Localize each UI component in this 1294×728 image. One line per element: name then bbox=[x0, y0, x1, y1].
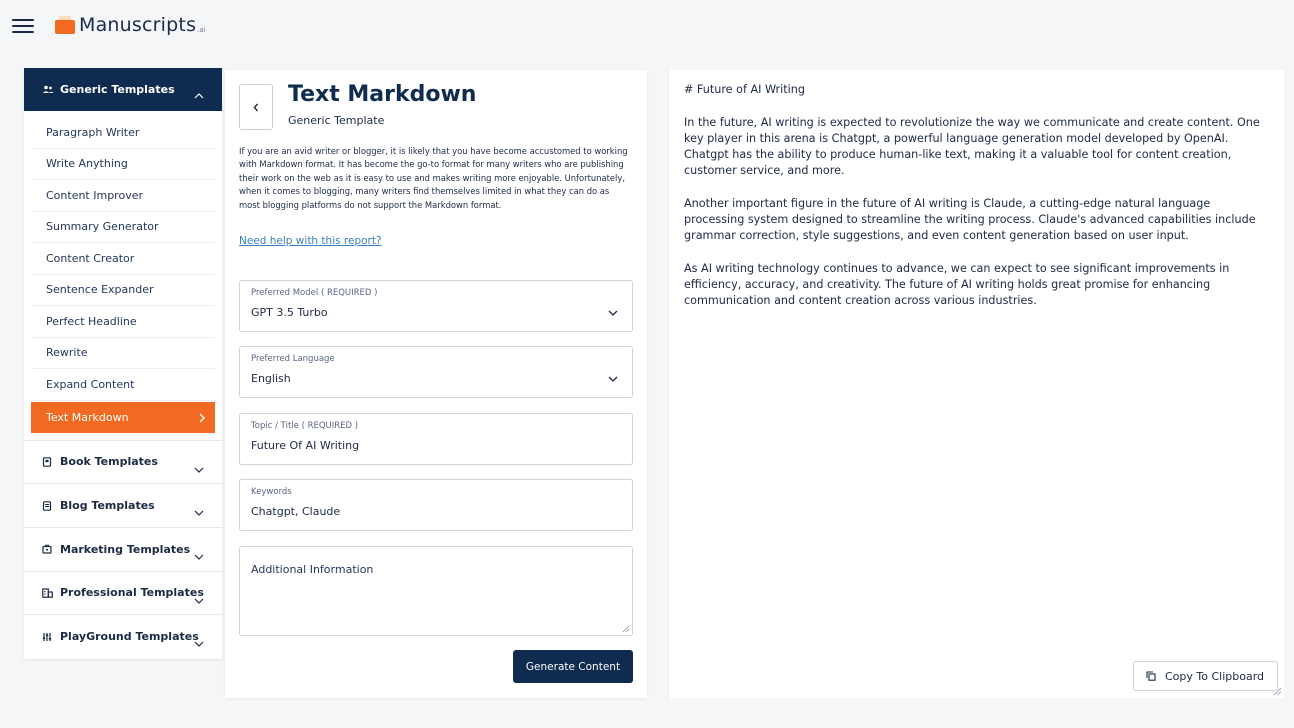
chevron-down-icon bbox=[194, 632, 204, 651]
category-title: Marketing Templates bbox=[60, 542, 191, 556]
category-title: Book Templates bbox=[60, 455, 158, 469]
field-label: Keywords bbox=[251, 487, 292, 497]
category-book-templates[interactable] bbox=[24, 440, 222, 484]
chevron-down-icon bbox=[194, 545, 204, 564]
sidebar-item-label: Perfect Headline bbox=[46, 314, 137, 328]
sidebar-item-label: Expand Content bbox=[46, 377, 135, 391]
field-label: Preferred Language bbox=[251, 354, 335, 364]
sidebar-item-paragraph-writer[interactable] bbox=[31, 117, 215, 149]
page-subtitle: Generic Template bbox=[288, 114, 385, 127]
template-form-panel bbox=[225, 70, 647, 698]
sidebar-item-label: Write Anything bbox=[46, 157, 128, 171]
help-link[interactable]: Need help with this report? bbox=[239, 235, 382, 247]
field-value: English bbox=[251, 372, 291, 385]
copy-icon bbox=[1146, 671, 1156, 681]
sidebar-item-label: Text Markdown bbox=[46, 410, 129, 424]
sidebar-item-perfect-headline[interactable] bbox=[31, 306, 215, 338]
top-bar bbox=[0, 0, 1294, 52]
template-list bbox=[24, 111, 222, 433]
sidebar bbox=[24, 68, 222, 659]
chevron-up-icon bbox=[194, 84, 204, 103]
category-title: Professional Templates bbox=[60, 586, 204, 600]
sidebar-item-text-markdown[interactable] bbox=[31, 402, 215, 433]
category-generic-templates[interactable] bbox=[24, 68, 222, 111]
field-value: Future Of AI Writing bbox=[251, 439, 360, 452]
category-playground-templates[interactable] bbox=[24, 614, 222, 658]
preferred-model-select[interactable] bbox=[239, 280, 633, 332]
field-value: GPT 3.5 Turbo bbox=[251, 306, 328, 319]
sidebar-item-label: Content Creator bbox=[46, 251, 135, 265]
page-title: Text Markdown bbox=[288, 82, 477, 107]
chevron-down-icon bbox=[194, 589, 204, 608]
chevron-right-icon bbox=[199, 413, 205, 426]
back-button[interactable] bbox=[239, 84, 273, 130]
keywords-input[interactable] bbox=[239, 479, 633, 531]
category-title: Generic Templates bbox=[60, 83, 175, 96]
sliders-icon bbox=[42, 632, 54, 642]
users-icon bbox=[42, 85, 54, 95]
output-panel bbox=[668, 70, 1284, 698]
chevron-down-icon bbox=[608, 367, 618, 386]
field-label: Preferred Model ( REQUIRED ) bbox=[251, 288, 378, 298]
briefcase-icon bbox=[42, 544, 54, 554]
sidebar-item-label: Rewrite bbox=[46, 346, 88, 360]
sidebar-item-label: Summary Generator bbox=[46, 220, 159, 234]
building-icon bbox=[42, 588, 54, 598]
preferred-language-select[interactable] bbox=[239, 346, 633, 398]
template-description: If you are an avid writer or blogger, it is likely that you have become accustomed to working with Markdown format. It has become the go-to format for many writers who are publishing their work on the web as it is easy to use and makes writing more enjoyable. Unfortunately, when it comes to blogging, many writers find themselves limited in what they can do as most blogging platforms do not support the Markdown format. bbox=[239, 146, 628, 210]
sidebar-item-content-creator[interactable] bbox=[31, 243, 215, 275]
generated-content[interactable] bbox=[684, 82, 1269, 325]
sidebar-item-sentence-expander[interactable] bbox=[31, 275, 215, 307]
chevron-left-icon bbox=[253, 103, 259, 112]
sidebar-item-label: Paragraph Writer bbox=[46, 125, 140, 139]
output-paragraph: Another important figure in the future of AI writing is Claude, a cutting-edge natural language processing system designed to streamline the writing process. Claude's advanced capabilities include grammar correction, style suggestions, and even content generation based on user input. bbox=[684, 196, 1256, 243]
logo[interactable] bbox=[55, 14, 206, 36]
output-heading: # Future of AI Writing bbox=[684, 83, 805, 96]
sidebar-item-write-anything[interactable] bbox=[31, 149, 215, 181]
resize-handle-icon[interactable] bbox=[622, 625, 630, 633]
chevron-down-icon bbox=[608, 301, 618, 320]
sidebar-item-summary-generator[interactable] bbox=[31, 212, 215, 244]
category-title: PlayGround Templates bbox=[60, 630, 199, 644]
chevron-down-icon bbox=[194, 501, 204, 520]
sidebar-item-label: Sentence Expander bbox=[46, 283, 154, 297]
generate-content-button[interactable]: Generate Content bbox=[513, 650, 633, 683]
logo-suffix: .ai bbox=[197, 25, 206, 34]
category-title: Blog Templates bbox=[60, 499, 155, 513]
sidebar-item-content-improver[interactable] bbox=[31, 180, 215, 212]
sidebar-item-rewrite[interactable] bbox=[31, 338, 215, 370]
book-icon bbox=[42, 457, 54, 467]
output-paragraph: In the future, AI writing is expected to revolutionize the way we communicate and create content. One key player in this arena is Chatgpt, a powerful language generation model developed by OpenAI. Chatgpt has the ability to produce human-like text, making it a valuable tool for content creation, customer service, and more. bbox=[684, 115, 1260, 178]
output-paragraph: As AI writing technology continues to advance, we can expect to see significant improvements in efficiency, accuracy, and creativity. The future of AI writing holds great promise for enhancing communication and content creation across various industries. bbox=[684, 261, 1230, 307]
category-marketing-templates[interactable] bbox=[24, 527, 222, 571]
category-blog-templates[interactable] bbox=[24, 483, 222, 527]
field-placeholder: Additional Information bbox=[251, 563, 374, 576]
logo-text: Manuscripts bbox=[79, 14, 197, 36]
menu-icon[interactable] bbox=[12, 16, 34, 36]
sidebar-item-label: Content Improver bbox=[46, 188, 143, 202]
copy-label: Copy To Clipboard bbox=[1165, 669, 1265, 683]
document-icon bbox=[42, 501, 54, 511]
field-label: Topic / Title ( REQUIRED ) bbox=[251, 421, 359, 431]
envelope-icon bbox=[55, 16, 75, 34]
topic-input[interactable] bbox=[239, 413, 633, 465]
sidebar-item-expand-content[interactable] bbox=[31, 369, 215, 401]
copy-to-clipboard-button[interactable] bbox=[1133, 661, 1278, 691]
chevron-down-icon bbox=[194, 458, 204, 477]
field-value: Chatgpt, Claude bbox=[251, 505, 341, 518]
additional-information-textarea[interactable] bbox=[239, 546, 633, 636]
resize-handle-icon[interactable] bbox=[1273, 687, 1282, 696]
category-professional-templates[interactable] bbox=[24, 571, 222, 615]
